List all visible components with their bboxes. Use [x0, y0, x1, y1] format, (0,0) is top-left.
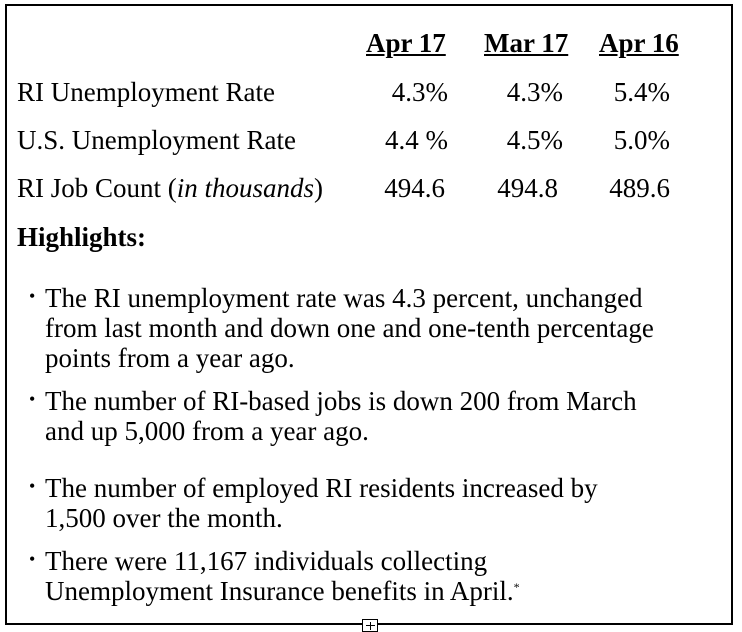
cell-job-count-mar-17: 494.8 — [497, 173, 558, 203]
cell-us-rate-apr-17: 4.4 % — [385, 125, 448, 155]
highlight-item-1-line-1: The RI unemployment rate was 4.3 percent, unchanged — [45, 283, 643, 313]
cell-us-rate-mar-17: 4.5% — [506, 125, 563, 155]
move-handle-icon[interactable] — [362, 619, 378, 632]
row-label-us-unemployment-rate: U.S. Unemployment Rate — [17, 125, 296, 155]
highlight-item-3-line-2: 1,500 over the month. — [45, 503, 283, 533]
bullet-icon: • — [29, 476, 36, 496]
highlight-item-4-line-2: Unemployment Insurance benefits in April.* — [45, 576, 520, 606]
cell-job-count-apr-17: 494.6 — [384, 173, 445, 203]
cell-ri-rate-apr-16: 5.4% — [613, 77, 670, 107]
highlight-item-1-line-2: from last month and down one and one-tenth percentage — [45, 313, 654, 343]
bullet-icon: • — [29, 549, 36, 569]
bullet-icon: • — [29, 389, 36, 409]
column-header-mar-17: Mar 17 — [484, 28, 569, 58]
highlight-item-4-line-1: There were 11,167 individuals collecting — [45, 546, 488, 576]
cell-job-count-apr-16: 489.6 — [609, 173, 670, 203]
footnote-mark: * — [513, 580, 520, 594]
highlight-item-2-line-1: The number of RI-based jobs is down 200 from March — [45, 386, 637, 416]
cell-us-rate-apr-16: 5.0% — [613, 125, 670, 155]
column-header-apr-16: Apr 16 — [599, 28, 679, 58]
cell-ri-rate-mar-17: 4.3% — [506, 77, 563, 107]
cell-ri-rate-apr-17: 4.3% — [391, 77, 448, 107]
highlight-item-3-line-1: The number of employed RI residents increased by — [45, 473, 598, 503]
bullet-icon: • — [29, 286, 36, 306]
highlight-item-2-line-2: and up 5,000 from a year ago. — [45, 416, 369, 446]
highlight-item-1-line-3: points from a year ago. — [45, 343, 295, 373]
highlights-title: Highlights: — [17, 222, 147, 252]
row-label-ri-unemployment-rate: RI Unemployment Rate — [17, 77, 275, 107]
column-header-apr-17: Apr 17 — [366, 28, 446, 58]
row-label-ri-job-count: RI Job Count (in thousands) — [17, 173, 324, 203]
